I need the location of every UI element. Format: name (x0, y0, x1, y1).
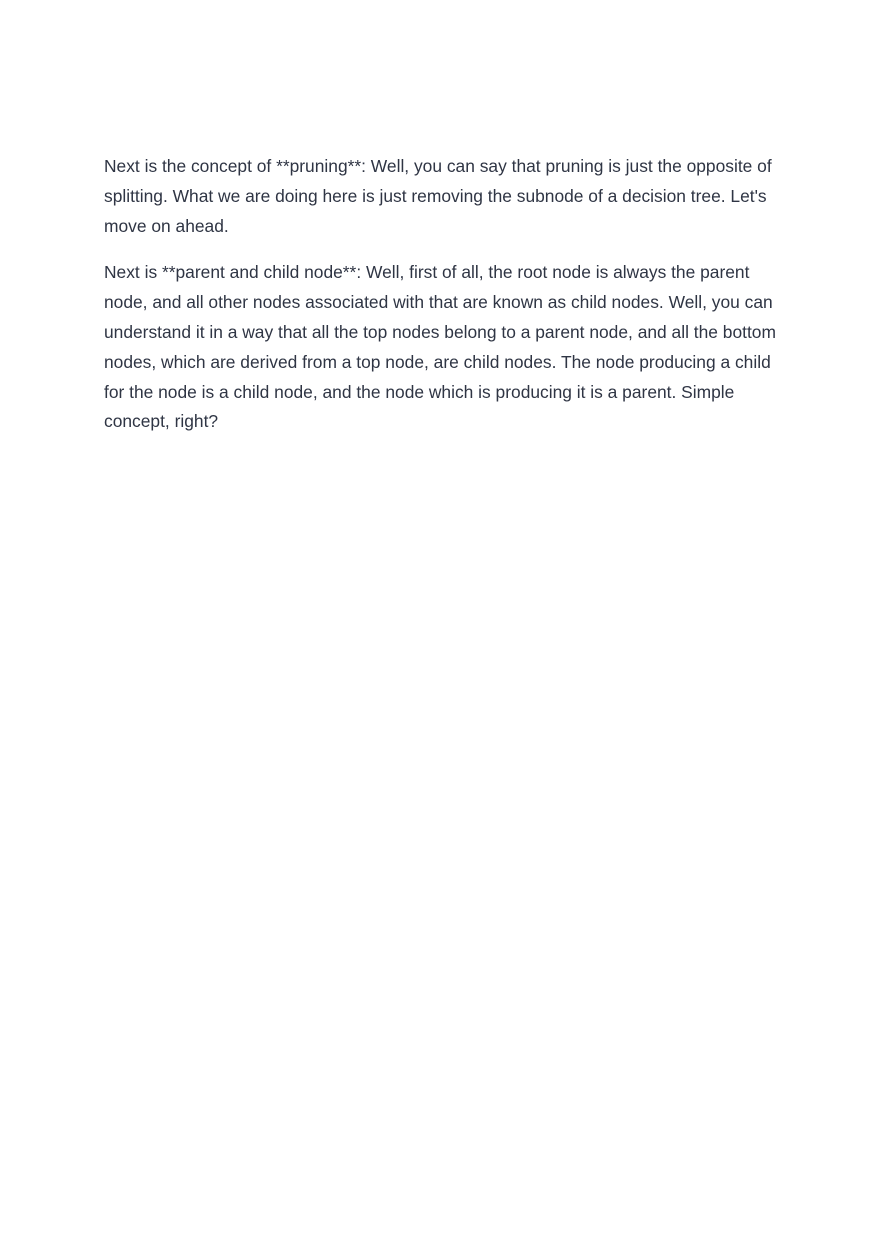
paragraph-parent-child-node: Next is **parent and child node**: Well, first of all, the root node is always the parent node, and all other nodes associated with that are known as child nodes. Well, you can understand it in a way that all the top nodes belong to a parent node, and all the bottom nodes, which are derived from a top node, are child nodes. The node producing a child for the node is a child node, and the node which is producing it is a parent. Simple concept, right? (104, 262, 776, 432)
paragraph-pruning: Next is the concept of **pruning**: Well, you can say that pruning is just the opposite of splitting. What we are doing here is just removing the subnode of a decision tree. Let's move on ahead. (104, 156, 772, 236)
document-body (104, 152, 776, 454)
